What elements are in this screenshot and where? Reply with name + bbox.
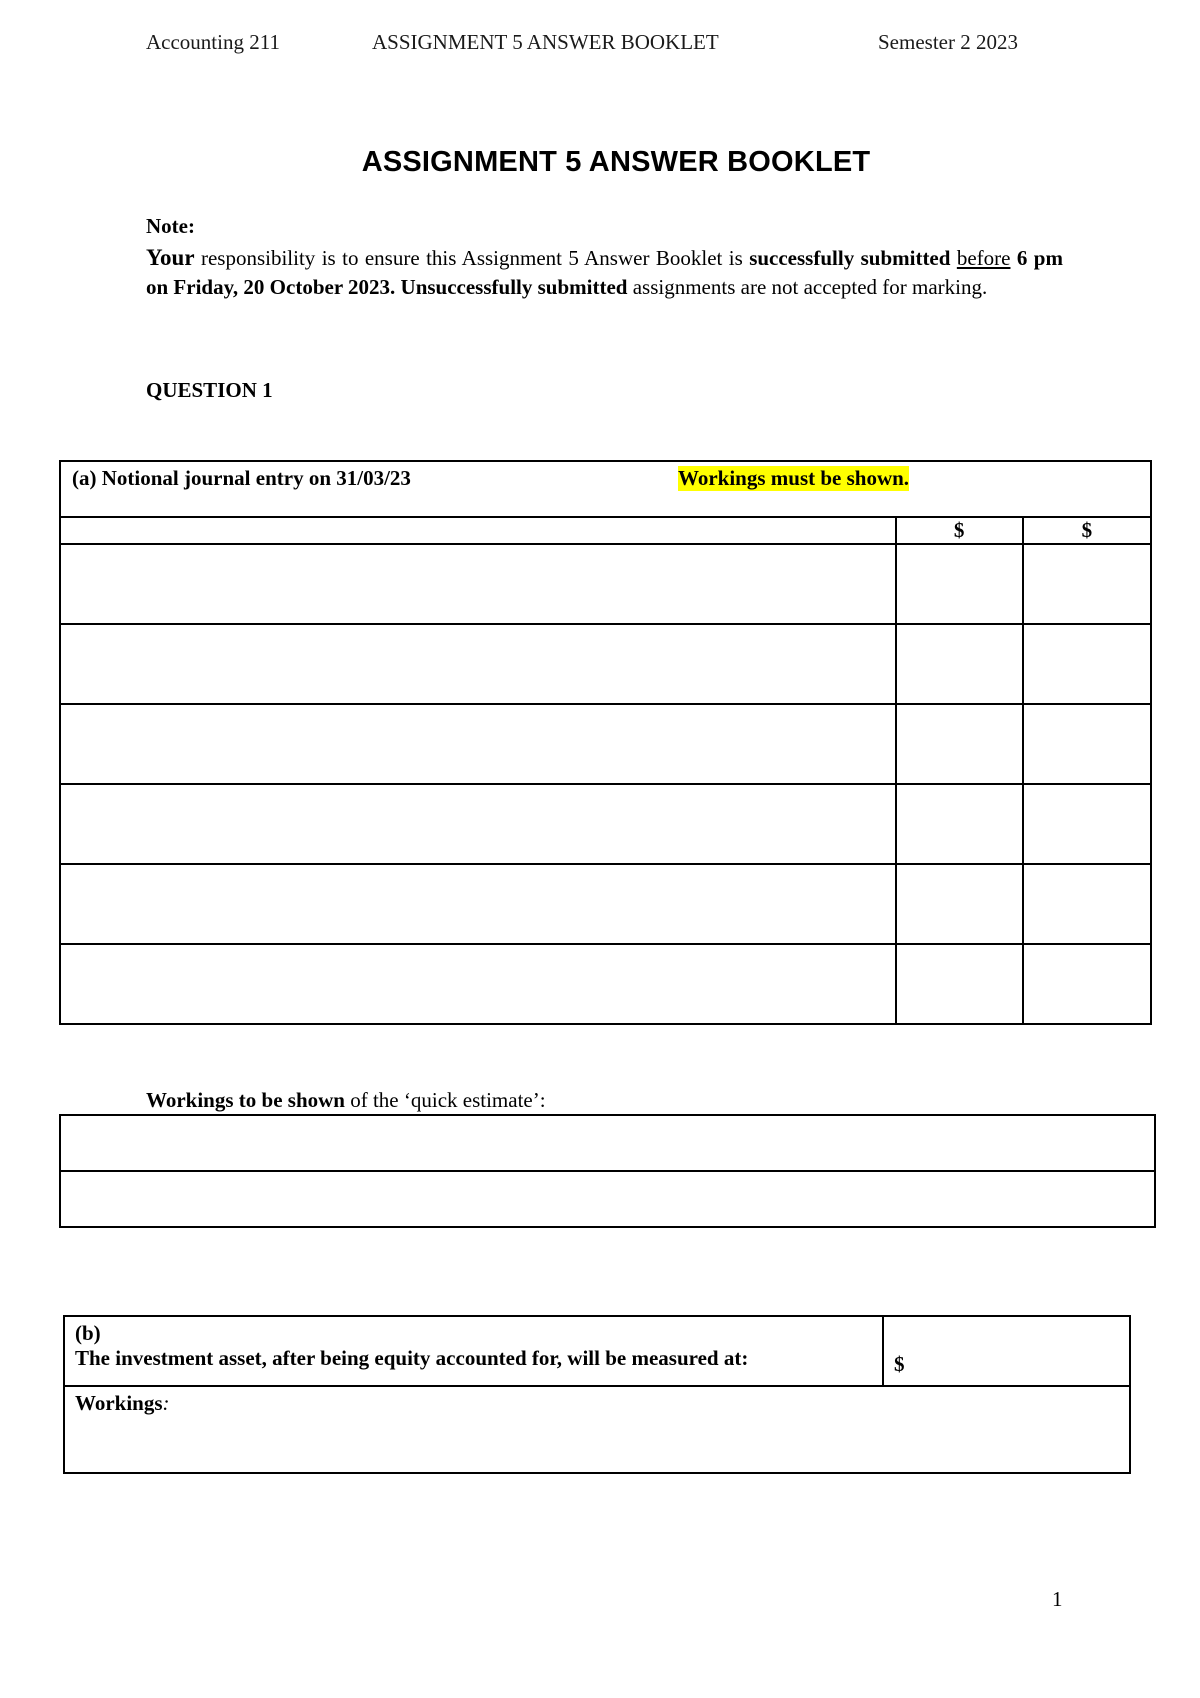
workings-row bbox=[60, 1115, 1155, 1171]
workings-input-cell[interactable] bbox=[60, 1115, 1155, 1171]
credit-input-cell[interactable] bbox=[1023, 704, 1151, 784]
account-input-cell[interactable] bbox=[60, 704, 896, 784]
workings-input-cell[interactable] bbox=[60, 1171, 1155, 1227]
quick-estimate-workings-table bbox=[59, 1114, 1156, 1228]
header-title: ASSIGNMENT 5 ANSWER BOOKLET bbox=[372, 30, 719, 54]
journal-header-cell bbox=[60, 461, 1151, 517]
note-bold-2: 6 pm on Friday, 20 October 2023. Unsuccessfully submitted bbox=[146, 246, 1063, 299]
note-text-2: assignments are not accepted for marking. bbox=[627, 275, 988, 299]
journal-entry-row bbox=[60, 624, 1151, 704]
credit-currency-cell: $ bbox=[1023, 517, 1151, 544]
quick-estimate-prompt bbox=[146, 1088, 546, 1113]
journal-entry-row bbox=[60, 944, 1151, 1024]
note-underline: before bbox=[956, 246, 1011, 270]
credit-input-cell[interactable] bbox=[1023, 784, 1151, 864]
part-b-label: (b) bbox=[75, 1321, 101, 1345]
measurement-amount-cell[interactable] bbox=[883, 1316, 1130, 1386]
debit-input-cell[interactable] bbox=[896, 944, 1023, 1024]
credit-input-cell[interactable] bbox=[1023, 544, 1151, 624]
part-b-workings-label: Workings bbox=[75, 1391, 163, 1415]
credit-input-cell[interactable] bbox=[1023, 864, 1151, 944]
journal-entry-row bbox=[60, 784, 1151, 864]
journal-entry-row bbox=[60, 704, 1151, 784]
credit-input-cell[interactable] bbox=[1023, 944, 1151, 1024]
workings-row bbox=[60, 1171, 1155, 1227]
note-text-1: responsibility is to ensure this Assignment 5 Answer Booklet is bbox=[194, 246, 750, 270]
part-b-workings-cell[interactable] bbox=[64, 1386, 1130, 1473]
account-header-cell bbox=[60, 517, 896, 544]
measurement-row bbox=[64, 1316, 1130, 1386]
part-b-workings-colon: : bbox=[162, 1391, 170, 1415]
quick-estimate-prompt-text: of the ‘quick estimate’: bbox=[344, 1088, 546, 1112]
note-bold-1: successfully submitted bbox=[749, 246, 951, 270]
workings-required-highlight: Workings must be shown. bbox=[678, 466, 910, 490]
note-body bbox=[146, 243, 1063, 302]
journal-entry-row bbox=[60, 864, 1151, 944]
note-label: Note: bbox=[146, 214, 195, 238]
quick-estimate-prompt-bold: Workings to be shown bbox=[146, 1088, 345, 1112]
document-title: ASSIGNMENT 5 ANSWER BOOKLET bbox=[361, 146, 871, 178]
debit-input-cell[interactable] bbox=[896, 544, 1023, 624]
part-b-statement: The investment asset, after being equity accounted for, will be measured at: bbox=[75, 1346, 749, 1370]
journal-header-row bbox=[60, 461, 1151, 517]
journal-entry-row bbox=[60, 544, 1151, 624]
debit-input-cell[interactable] bbox=[896, 704, 1023, 784]
debit-input-cell[interactable] bbox=[896, 784, 1023, 864]
debit-currency-cell: $ bbox=[896, 517, 1023, 544]
part-a-title: (a) Notional journal entry on 31/03/23 bbox=[72, 466, 411, 490]
question-heading: QUESTION 1 bbox=[146, 378, 273, 402]
page-number: 1 bbox=[1052, 1587, 1063, 1611]
account-input-cell[interactable] bbox=[60, 784, 896, 864]
account-input-cell[interactable] bbox=[60, 864, 896, 944]
measurement-currency: $ bbox=[894, 1352, 905, 1376]
part-b-workings-row bbox=[64, 1386, 1130, 1473]
account-input-cell[interactable] bbox=[60, 944, 896, 1024]
part-b-statement-cell bbox=[64, 1316, 883, 1386]
debit-input-cell[interactable] bbox=[896, 624, 1023, 704]
investment-measurement-table bbox=[63, 1315, 1131, 1474]
journal-entry-table bbox=[59, 460, 1152, 1025]
note-lead: Your bbox=[146, 245, 195, 270]
header-semester: Semester 2 2023 bbox=[878, 30, 1018, 54]
account-input-cell[interactable] bbox=[60, 624, 896, 704]
header-course: Accounting 211 bbox=[146, 30, 280, 54]
account-input-cell[interactable] bbox=[60, 544, 896, 624]
debit-input-cell[interactable] bbox=[896, 864, 1023, 944]
credit-input-cell[interactable] bbox=[1023, 624, 1151, 704]
currency-header-row bbox=[60, 517, 1151, 544]
